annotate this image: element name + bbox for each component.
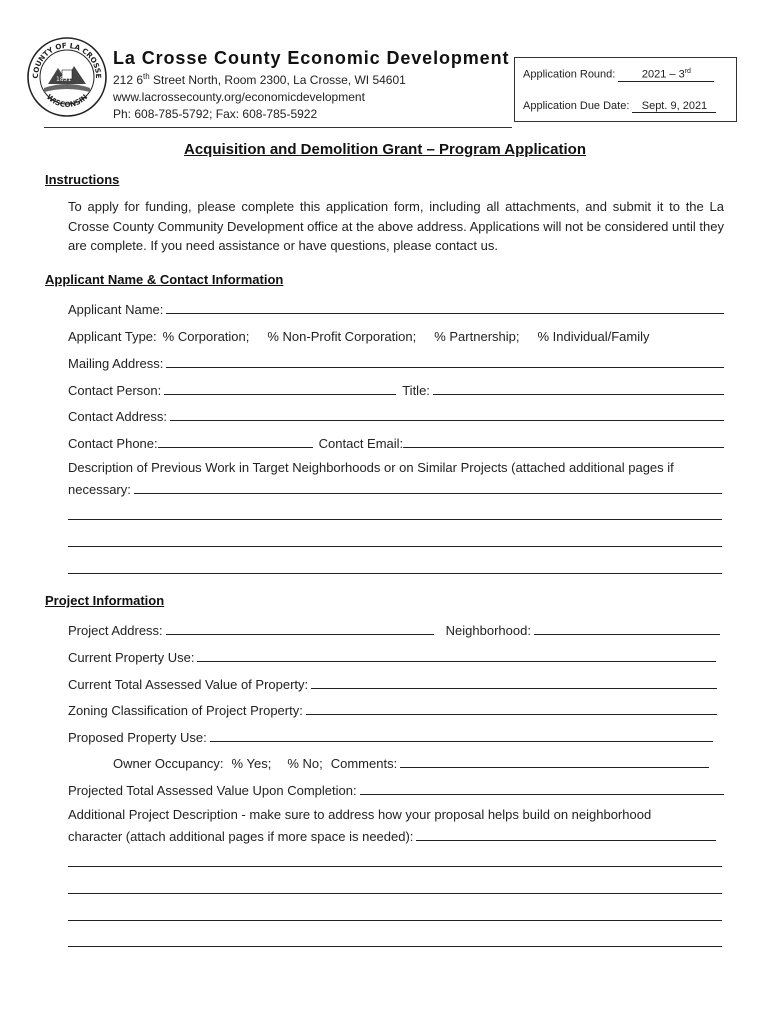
type-option-partnership[interactable]: % Partnership; [434, 329, 520, 344]
contact-phone-field[interactable] [158, 447, 313, 448]
title-field[interactable] [433, 394, 724, 395]
projected-value-label: Projected Total Assessed Value Upon Completion: [68, 783, 357, 798]
contact-person-field[interactable] [164, 394, 396, 395]
additional-description-text: Additional Project Description - make sure to address how your proposal helps build on neighborhood [68, 807, 652, 822]
previous-work-label: necessary: [68, 482, 131, 497]
contact-person-row [68, 378, 724, 398]
instructions-text: To apply for funding, please complete this application form, including all attachments, and submit it to the La Crosse County Community Development office at the above address. Applications will not be considered until they are complete. If you need assistance or have questions, please contact us. [68, 199, 724, 253]
seal-bottom-text: WISCONSIN [44, 92, 90, 110]
applicant-name-label: Applicant Name: [68, 302, 164, 317]
type-option-individual[interactable]: % Individual/Family [537, 329, 650, 344]
assessed-value-field[interactable] [311, 688, 717, 689]
application-due-date-label: Application Due Date: [523, 100, 630, 112]
application-due-date-line [523, 100, 716, 113]
current-use-label: Current Property Use: [68, 650, 195, 665]
application-due-date-value[interactable]: Sept. 9, 2021 [632, 100, 716, 113]
owner-occupancy-label: Owner Occupancy: [113, 756, 224, 771]
previous-work-description-text: Description of Previous Work in Target Neighborhoods or on Similar Projects (attached additional pages if [68, 460, 674, 475]
title-label: Title: [402, 383, 430, 398]
current-use-field[interactable] [197, 661, 716, 662]
contact-address-field[interactable] [170, 420, 724, 421]
additional-description-line[interactable] [68, 920, 722, 921]
additional-description-line[interactable] [68, 866, 722, 867]
mailing-address-label: Mailing Address: [68, 356, 164, 371]
previous-work-row [68, 477, 722, 497]
applicant-type-label: Applicant Type: [68, 329, 157, 344]
zoning-label: Zoning Classification of Project Property: [68, 703, 303, 718]
contact-person-label: Contact Person: [68, 383, 162, 398]
proposed-use-label: Proposed Property Use: [68, 730, 207, 745]
comments-label: Comments: [330, 756, 398, 771]
mailing-address-row [68, 351, 724, 371]
previous-work-line[interactable] [68, 546, 722, 547]
neighborhood-label: Neighborhood: [445, 623, 531, 638]
previous-work-line[interactable] [68, 573, 722, 574]
org-name: La Crosse County Economic Development [113, 48, 510, 68]
project-section-heading: Project Information [45, 593, 165, 608]
seal-year: 1851 [56, 76, 72, 83]
project-address-field[interactable] [166, 634, 434, 635]
application-round-label: Application Round: [523, 68, 616, 81]
contact-phone-label: Contact Phone: [68, 436, 158, 451]
type-option-nonprofit[interactable]: % Non-Profit Corporation; [267, 329, 417, 344]
additional-description-row [68, 824, 716, 844]
org-address: 212 6th Street North, Room 2300, La Crosse, WI 54601 [113, 72, 406, 87]
project-address-label: Project Address: [68, 623, 163, 638]
applicant-name-row [68, 297, 724, 317]
org-website: www.lacrossecounty.org/economicdevelopment [113, 90, 365, 104]
contact-address-label: Contact Address: [68, 409, 167, 424]
county-seal-logo [26, 36, 108, 118]
additional-description-line[interactable] [68, 893, 722, 894]
contact-email-label: Contact Email: [318, 436, 404, 451]
svg-text:WISCONSIN [45, 92, 90, 109]
owner-occupancy-no[interactable]: % No; [287, 756, 323, 771]
current-use-row [68, 645, 716, 665]
comments-field[interactable] [400, 767, 709, 768]
assessed-value-label: Current Total Assessed Value of Property: [68, 677, 309, 692]
application-round-line [523, 68, 714, 82]
additional-description-line[interactable] [68, 946, 722, 947]
additional-description-field[interactable] [416, 840, 716, 841]
contact-address-row [68, 404, 724, 424]
org-phone-fax: Ph: 608-785-5792; Fax: 608-785-5922 [113, 107, 318, 121]
application-round-value[interactable]: 2021 – 3rd [618, 68, 714, 82]
proposed-use-row [68, 725, 713, 745]
document-title: Acquisition and Demolition Grant – Program Application [184, 141, 586, 158]
applicant-name-field[interactable] [166, 313, 724, 314]
contact-email-field[interactable] [403, 447, 724, 448]
additional-description-label: character (attach additional pages if more space is needed): [68, 829, 414, 844]
seal-top-text: COUNTY OF LA CROSSE [30, 40, 104, 79]
owner-occupancy-yes[interactable]: % Yes; [231, 756, 272, 771]
owner-occupancy-row [113, 751, 709, 771]
project-address-row [68, 618, 720, 638]
projected-value-field[interactable] [360, 794, 724, 795]
assessed-value-row [68, 672, 717, 692]
previous-work-line[interactable] [68, 519, 722, 520]
header-divider [44, 127, 512, 128]
zoning-row [68, 698, 717, 718]
applicant-section-heading: Applicant Name & Contact Information [45, 272, 284, 287]
neighborhood-field[interactable] [534, 634, 720, 635]
zoning-field[interactable] [306, 714, 717, 715]
previous-work-field[interactable] [134, 493, 722, 494]
projected-value-row [68, 778, 724, 798]
type-option-corporation[interactable]: % Corporation; [162, 329, 250, 344]
mailing-address-field[interactable] [166, 367, 724, 368]
contact-phone-email-row [68, 431, 724, 451]
instructions-heading: Instructions [45, 172, 120, 187]
proposed-use-field[interactable] [210, 741, 713, 742]
applicant-type-row [68, 324, 724, 344]
